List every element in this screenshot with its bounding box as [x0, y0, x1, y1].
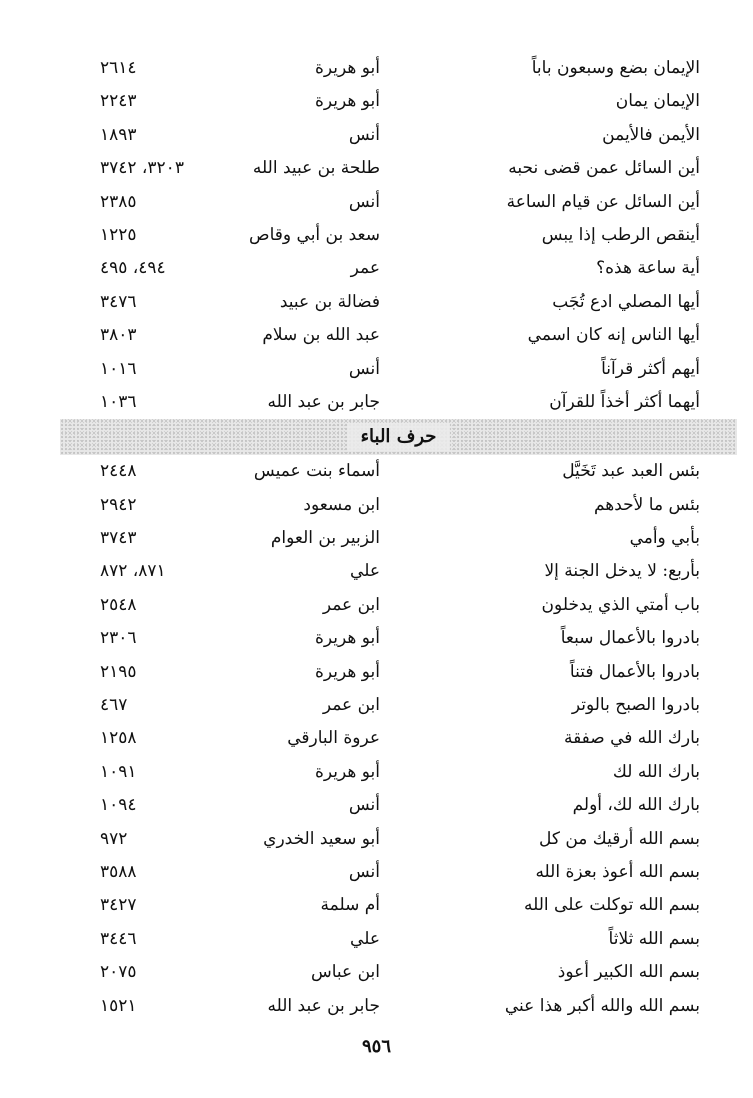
table-row: [100, 756, 700, 789]
narrator-name: أبو هريرة: [314, 661, 380, 682]
table-row: [100, 555, 700, 588]
table-row: [100, 889, 700, 922]
hadith-number: ٣٧٤٣: [100, 528, 137, 549]
hadith-number: ٢٦١٤: [100, 58, 137, 78]
hadith-text: بادروا الصبح بالوتر: [571, 695, 700, 716]
table-row: [100, 622, 700, 655]
narrator-name: علي: [350, 561, 380, 582]
hadith-number: ٢١٩٥: [100, 661, 137, 682]
hadith-number: ٤٩٤، ٤٩٥: [100, 258, 166, 279]
table-row: [100, 956, 700, 989]
hadith-text: بأربع: لا يدخل الجنة إلا: [544, 561, 700, 582]
section-title: حرف الباء: [347, 423, 451, 451]
table-row: [100, 489, 700, 522]
hadith-text: الإيمان بضع وسبعون باباً: [531, 58, 700, 78]
table-row: [100, 656, 700, 689]
table-row: [100, 923, 700, 956]
hadith-number: ١٢٢٥: [100, 224, 137, 245]
hadith-text: بأبي وأمي: [629, 528, 700, 549]
table-row: [100, 823, 700, 856]
table-row: [100, 990, 700, 1023]
narrator-name: جابر بن عبد الله: [267, 391, 380, 412]
narrator-name: عمر: [350, 258, 380, 279]
hadith-text: أينقص الرطب إذا يبس: [541, 224, 700, 245]
page-number: ٩٥٦: [361, 1036, 391, 1057]
section-header: [60, 419, 737, 455]
table-row: [100, 286, 700, 319]
table-row: [100, 722, 700, 755]
hadith-number: ٣٤٢٧: [100, 895, 137, 916]
narrator-name: علي: [350, 928, 380, 949]
rows-before-section: [100, 52, 700, 419]
narrator-name: عروة البارقي: [287, 728, 380, 749]
narrator-name: أم سلمة: [320, 895, 380, 916]
table-row: [100, 589, 700, 622]
index-table: [100, 52, 700, 1023]
hadith-text: أين السائل عمن قضى نحبه: [508, 158, 700, 179]
narrator-name: ابن عمر: [322, 695, 380, 716]
narrator-name: سعد بن أبي وقاص: [249, 224, 380, 245]
hadith-number: ٢٣٠٦: [100, 628, 137, 649]
hadith-text: بسم الله والله أكبر هذا عني: [504, 995, 700, 1016]
hadith-text: الإيمان يمان: [615, 91, 700, 112]
narrator-name: أبو هريرة: [314, 628, 380, 649]
hadith-text: بسم الله الكبير أعوذ: [557, 962, 700, 983]
hadith-text: بسم الله ثلاثاً: [608, 928, 700, 949]
hadith-text: باب أمتي الذي يدخلون: [541, 594, 700, 615]
table-row: [100, 689, 700, 722]
table-row: [100, 119, 700, 152]
hadith-number: ١٥٢١: [100, 995, 137, 1016]
table-row: [100, 52, 700, 85]
table-row: [100, 319, 700, 352]
hadith-number: ١٨٩٣: [100, 124, 137, 145]
table-row: [100, 219, 700, 252]
narrator-name: أنس: [348, 124, 380, 145]
narrator-name: عبد الله بن سلام: [262, 325, 380, 346]
narrator-name: الزبير بن العوام: [270, 528, 380, 549]
hadith-text: أيهم أكثر قرآناً: [601, 358, 700, 379]
narrator-name: طلحة بن عبيد الله: [252, 158, 380, 179]
hadith-number: ٣٨٠٣: [100, 325, 137, 346]
hadith-text: أين السائل عن قيام الساعة: [506, 191, 700, 212]
narrator-name: أبو هريرة: [314, 761, 380, 782]
hadith-text: بسم الله توكلت على الله: [524, 895, 700, 916]
hadith-number: ٣٤٧٦: [100, 291, 137, 312]
rows-after-section: [100, 455, 700, 1023]
hadith-number: ٢٠٧٥: [100, 962, 137, 983]
narrator-name: أنس: [348, 795, 380, 816]
narrator-name: فضالة بن عبيد: [279, 291, 380, 312]
hadith-text: أيهما أكثر أخذاً للقرآن: [549, 391, 700, 412]
table-row: [100, 353, 700, 386]
hadith-number: ١٢٥٨: [100, 728, 137, 749]
narrator-name: جابر بن عبد الله: [267, 995, 380, 1016]
hadith-number: ٣٢٠٣، ٣٧٤٢: [100, 158, 184, 179]
hadith-text: أيها المصلي ادع تُجَب: [552, 291, 700, 312]
narrator-name: ابن عمر: [322, 594, 380, 615]
table-row: [100, 252, 700, 285]
hadith-text: أيها الناس إنه كان اسمي: [527, 325, 700, 346]
hadith-number: ٢٤٤٨: [100, 461, 137, 482]
table-row: [100, 85, 700, 118]
table-row: [100, 455, 700, 488]
narrator-name: أنس: [348, 861, 380, 882]
hadith-text: الأيمن فالأيمن: [602, 124, 700, 145]
narrator-name: أنس: [348, 358, 380, 379]
hadith-text: بارك الله لك، أولم: [572, 795, 700, 816]
hadith-text: بارك الله لك: [612, 761, 700, 782]
table-row: [100, 152, 700, 185]
hadith-text: بسم الله أعوذ بعزة الله: [535, 861, 700, 882]
table-row: [100, 856, 700, 889]
hadith-number: ١٠٩١: [100, 761, 137, 782]
narrator-name: أنس: [348, 191, 380, 212]
narrator-name: ابن عباس: [310, 962, 380, 983]
hadith-number: ٢٥٤٨: [100, 594, 137, 615]
table-row: [100, 186, 700, 219]
narrator-name: أبو هريرة: [314, 91, 380, 112]
narrator-name: أبو هريرة: [314, 58, 380, 78]
hadith-number: ٤٦٧: [100, 695, 128, 716]
hadith-text: بسم الله أرقيك من كل: [538, 828, 700, 849]
hadith-text: بئس العبد عبد تَخَيَّل: [562, 461, 700, 482]
hadith-number: ٨٧١، ٨٧٢: [100, 561, 166, 582]
hadith-text: بئس ما لأحدهم: [593, 494, 700, 515]
hadith-text: بادروا بالأعمال فتناً: [569, 661, 700, 682]
hadith-number: ٩٧٢: [100, 828, 128, 849]
hadith-number: ٣٤٤٦: [100, 928, 137, 949]
hadith-number: ٣٥٨٨: [100, 861, 137, 882]
table-row: [100, 522, 700, 555]
narrator-name: ابن مسعود: [303, 494, 380, 515]
hadith-number: ١٠٣٦: [100, 391, 137, 412]
hadith-text: أية ساعة هذه؟: [596, 258, 700, 279]
hadith-text: بادروا بالأعمال سبعاً: [560, 628, 700, 649]
hadith-text: بارك الله في صفقة: [563, 728, 700, 749]
table-row: [100, 789, 700, 822]
hadith-number: ٢٣٨٥: [100, 191, 137, 212]
hadith-number: ١٠٩٤: [100, 795, 137, 816]
narrator-name: أسماء بنت عميس: [253, 461, 380, 482]
table-row: [100, 386, 700, 419]
narrator-name: أبو سعيد الخدري: [263, 828, 380, 849]
hadith-number: ٢٢٤٣: [100, 91, 137, 112]
hadith-number: ٢٩٤٢: [100, 494, 137, 515]
hadith-number: ١٠١٦: [100, 358, 137, 379]
